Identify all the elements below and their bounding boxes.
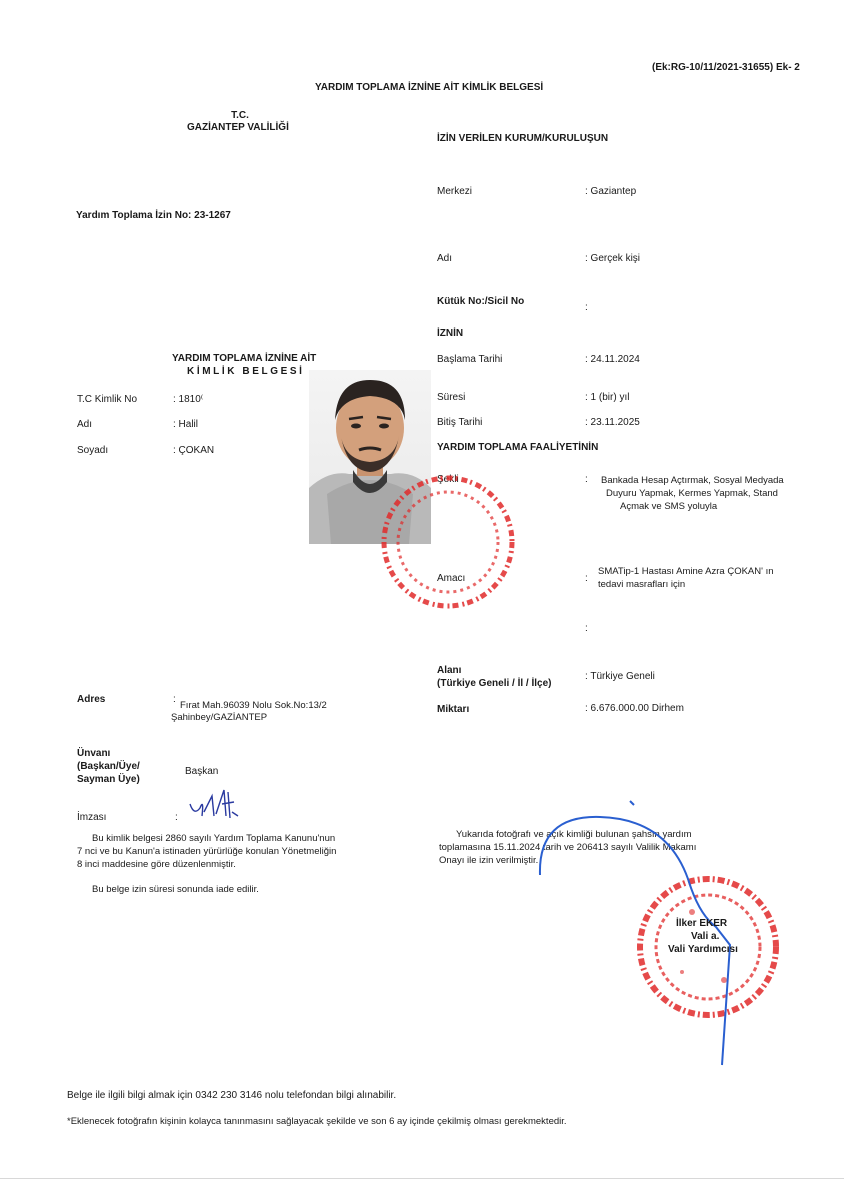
amount-label: Miktarı: [437, 704, 470, 715]
activity-heading: YARDIM TOPLAMA FAALİYETİNİN: [437, 442, 599, 453]
area-label-line2: (Türkiye Geneli / İl / İlçe): [437, 678, 552, 689]
area-value: : Türkiye Geneli: [585, 671, 655, 682]
legal-line3: 8 inci maddesine göre düzenlenmiştir.: [77, 859, 236, 870]
start-date-value: : 24.11.2024: [585, 354, 640, 365]
approval-line2: toplamasına 15.11.2024 tarih ve 206413 sayılı Valilik Makamı: [439, 842, 697, 853]
shape-line2: Duyuru Yapmak, Kermes Yapmak, Stand: [606, 488, 778, 499]
role-label-line2: (Başkan/Üye/: [77, 761, 140, 772]
approval-line1: Yukarıda fotoğrafı ve açık kimliği bulunan şahsın yardım: [456, 829, 692, 840]
name-label: Adı: [77, 419, 93, 430]
institution-heading: İZİN VERİLEN KURUM/KURULUŞUN: [437, 133, 609, 144]
purpose-label: Amacı: [437, 573, 466, 584]
purpose-line2: tedavi masrafları için: [598, 579, 686, 590]
role-label-line1: Ünvanı: [77, 748, 111, 759]
institution-center-label: Merkezi: [437, 186, 473, 197]
role-value: Başkan: [185, 766, 219, 777]
issuer-line2: GAZİANTEP VALİLİĞİ: [187, 122, 289, 133]
footer-note: *Eklenecek fotoğrafın kişinin kolayca tanınmasını sağlayacak şekilde ve son 6 ay içinde çekilmiş olması gerekmektedir.: [67, 1116, 567, 1127]
blank-colon: :: [585, 623, 588, 634]
area-label-line1: Alanı: [437, 665, 462, 676]
duration-value: : 1 (bir) yıl: [585, 392, 630, 403]
holder-signature: [186, 782, 242, 822]
shape-line1: Bankada Hesap Açtırmak, Sosyal Medyada: [601, 475, 784, 486]
return-note: Bu belge izin süresi sonunda iade edilir.: [92, 884, 259, 895]
institution-center-value: : Gaziantep: [585, 186, 637, 197]
tc-no-label: T.C Kimlik No: [77, 394, 138, 405]
permit-heading: İZNİN: [437, 328, 464, 339]
shape-colon: :: [585, 474, 588, 485]
permit-number: Yardım Toplama İzin No: 23-1267: [76, 210, 231, 221]
address-line1: Fırat Mah.96039 Nolu Sok.No:13/2: [180, 700, 327, 711]
start-date-label: Başlama Tarihi: [437, 354, 503, 365]
document-reference: (Ek:RG-10/11/2021-31655) Ek- 2: [652, 62, 800, 73]
card-title-line1: YARDIM TOPLAMA İZNİNE AİT: [172, 353, 317, 364]
document-title: YARDIM TOPLAMA İZNİNE AİT KİMLİK BELGESİ: [315, 82, 544, 93]
role-label-line3: Sayman Üye): [77, 774, 140, 785]
card-title-line2: KİMLİK BELGESİ: [187, 366, 305, 377]
amount-value: : 6.676.000.00 Dirhem: [585, 703, 684, 714]
surname-value: : ÇOKAN: [173, 445, 215, 456]
duration-label: Süresi: [437, 392, 466, 403]
name-value: : Halil: [173, 419, 199, 430]
surname-label: Soyadı: [77, 445, 109, 456]
address-colon: :: [173, 694, 176, 705]
official-signature: [530, 795, 770, 1080]
purpose-line1: SMATip-1 Hastası Amine Azra ÇOKAN' ın: [598, 566, 774, 577]
registry-no-value: :: [585, 302, 588, 313]
approval-line3: Onayı ile izin verilmiştir.: [439, 855, 539, 866]
official-stamp-left: [370, 470, 520, 615]
page-bottom-edge: [0, 1178, 844, 1179]
registry-no-label: Kütük No:/Sicil No: [437, 296, 525, 307]
tc-no-value: : 1810⁽: [173, 394, 204, 405]
official-name: İlker EKER: [676, 918, 728, 929]
institution-name-label: Adı: [437, 253, 453, 264]
footer-info: Belge ile ilgili bilgi almak için 0342 230 3146 nolu telefondan bilgi alınabilir.: [67, 1090, 397, 1101]
legal-line1: Bu kimlik belgesi 2860 sayılı Yardım Toplama Kanunu'nun: [92, 833, 336, 844]
signature-colon: :: [175, 812, 178, 823]
institution-name-value: : Gerçek kişi: [585, 253, 641, 264]
purpose-colon: :: [585, 573, 588, 584]
shape-label: Şekli: [437, 474, 459, 485]
end-date-value: : 23.11.2025: [585, 417, 640, 428]
shape-line3: Açmak ve SMS yoluyla: [620, 501, 718, 512]
address-line2: Şahinbey/GAZİANTEP: [171, 712, 268, 723]
end-date-label: Bitiş Tarihi: [437, 417, 483, 428]
official-title2: Vali Yardımcısı: [668, 944, 738, 955]
address-label: Adres: [77, 694, 106, 705]
signature-label: İmzası: [77, 812, 107, 823]
official-title1: Vali a.: [691, 931, 720, 942]
legal-line2: 7 nci ve bu Kanun'a istinaden yürürlüğe konulan Yönetmeliğin: [77, 846, 337, 857]
issuer-line1: T.C.: [231, 110, 249, 121]
